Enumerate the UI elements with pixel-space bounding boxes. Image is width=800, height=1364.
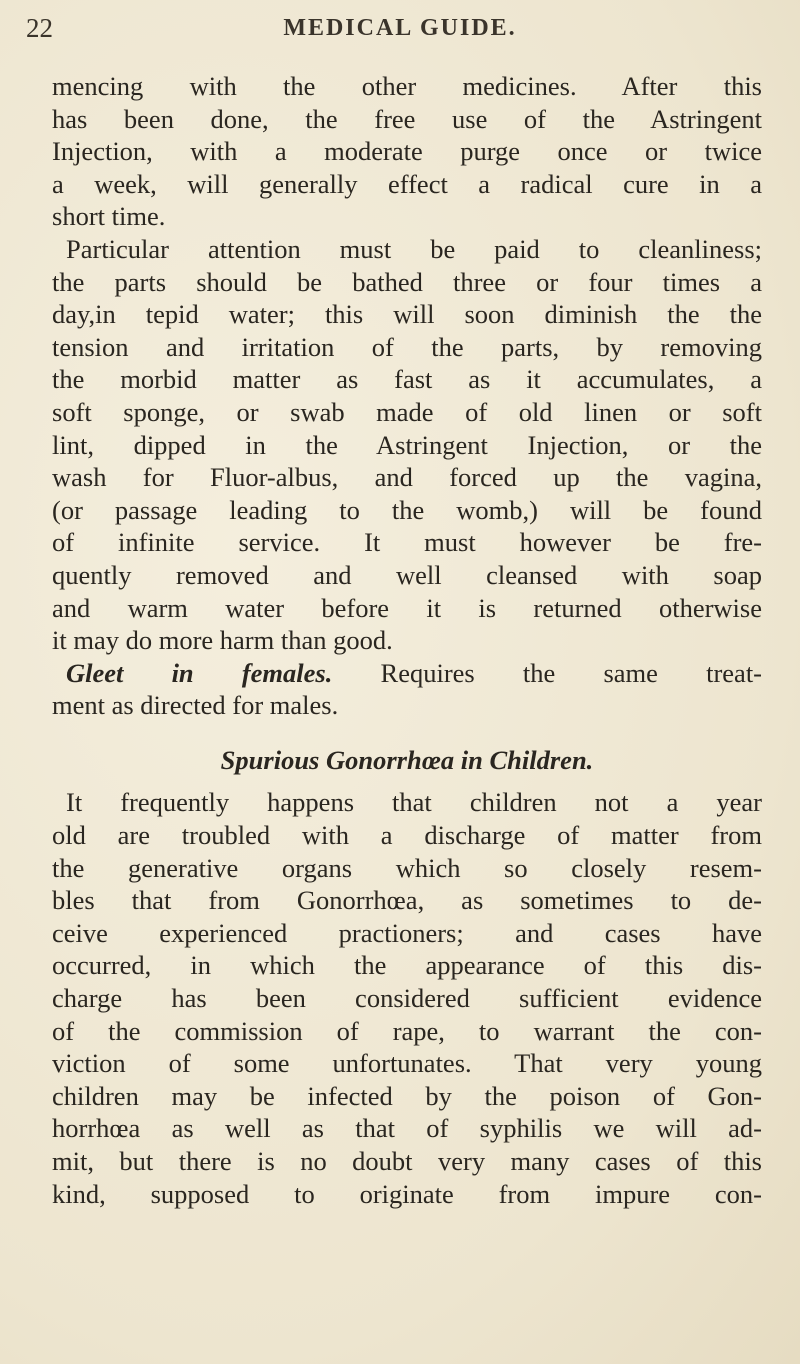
text-line: of infinite service. It must however be fre- xyxy=(52,527,762,558)
text-line: soft sponge, or swab made of old linen or soft xyxy=(52,396,762,427)
text-line: the parts should be bathed three or four times a xyxy=(52,266,762,297)
running-title: MEDICAL GUIDE. xyxy=(283,15,517,41)
paragraph-cleanliness xyxy=(52,233,762,657)
text-line: short time. xyxy=(52,201,166,232)
paragraph-continuation xyxy=(52,70,762,233)
text-line: charge has been considered sufficient evidence xyxy=(52,983,762,1014)
text-line: has been done, the free use of the Astringent xyxy=(52,103,762,134)
text-line: the generative organs which so closely resem- xyxy=(52,852,762,883)
gleet-lead: Gleet in females. xyxy=(66,657,333,688)
text-line: mencing with the other medicines. After this xyxy=(52,71,762,101)
page-header xyxy=(26,8,774,48)
text-line xyxy=(52,657,762,690)
text-line: kind, supposed to originate from impure con- xyxy=(52,1178,762,1209)
text-line: it may do more harm than good. xyxy=(52,625,393,656)
text-line: It frequently happens that children not a year xyxy=(66,787,762,818)
text-line: quently removed and well cleansed with soap xyxy=(52,559,762,590)
text-line: day,in tepid water; this will soon diminish the the xyxy=(52,299,762,330)
text-line: horrhœa as well as that of syphilis we will ad- xyxy=(52,1113,762,1144)
text-line: lint, dipped in the Astringent Injection, or the xyxy=(52,429,762,460)
text-line: of the commission of rape, to warrant the con- xyxy=(52,1015,762,1046)
body-text xyxy=(52,70,762,1210)
text-line: the morbid matter as fast as it accumulates, a xyxy=(52,364,762,395)
text-line: (or passage leading to the womb,) will be found xyxy=(52,494,762,525)
text-line: and warm water before it is returned otherwise xyxy=(52,592,762,623)
text-line: tension and irritation of the parts, by removing xyxy=(52,331,762,362)
text-line: children may be infected by the poison of Gon- xyxy=(52,1080,762,1111)
text-line: wash for Fluor-albus, and forced up the vagina, xyxy=(52,462,762,493)
gleet-rest: Requires the same treat- xyxy=(380,657,763,688)
section-heading xyxy=(52,744,762,777)
text-line: Particular attention must be paid to cleanliness; xyxy=(66,233,762,264)
text-line: mit, but there is no doubt very many cases of this xyxy=(52,1146,762,1176)
section-gap xyxy=(52,776,762,786)
text-line: old are troubled with a discharge of matter from xyxy=(52,820,762,851)
text-line: viction of some unfortunates. That very young xyxy=(52,1048,762,1079)
text-line: ment as directed for males. xyxy=(52,690,339,721)
text-line: ceive experienced practioners; and cases have xyxy=(52,917,762,948)
text-line: bles that from Gonorrhœa, as sometimes to de- xyxy=(52,885,762,916)
section-heading-text: Spurious Gonorrhœa in Children. xyxy=(220,744,594,775)
text-line: a week, will generally effect a radical cure in a xyxy=(52,168,762,199)
page-number: 22 xyxy=(26,13,53,43)
section-gap xyxy=(52,722,762,744)
text-line: occurred, in which the appearance of this dis- xyxy=(52,950,762,981)
paragraph-gleet xyxy=(52,657,762,722)
text-line: Injection, with a moderate purge once or twice xyxy=(52,136,762,167)
paragraph-children xyxy=(52,786,762,1210)
